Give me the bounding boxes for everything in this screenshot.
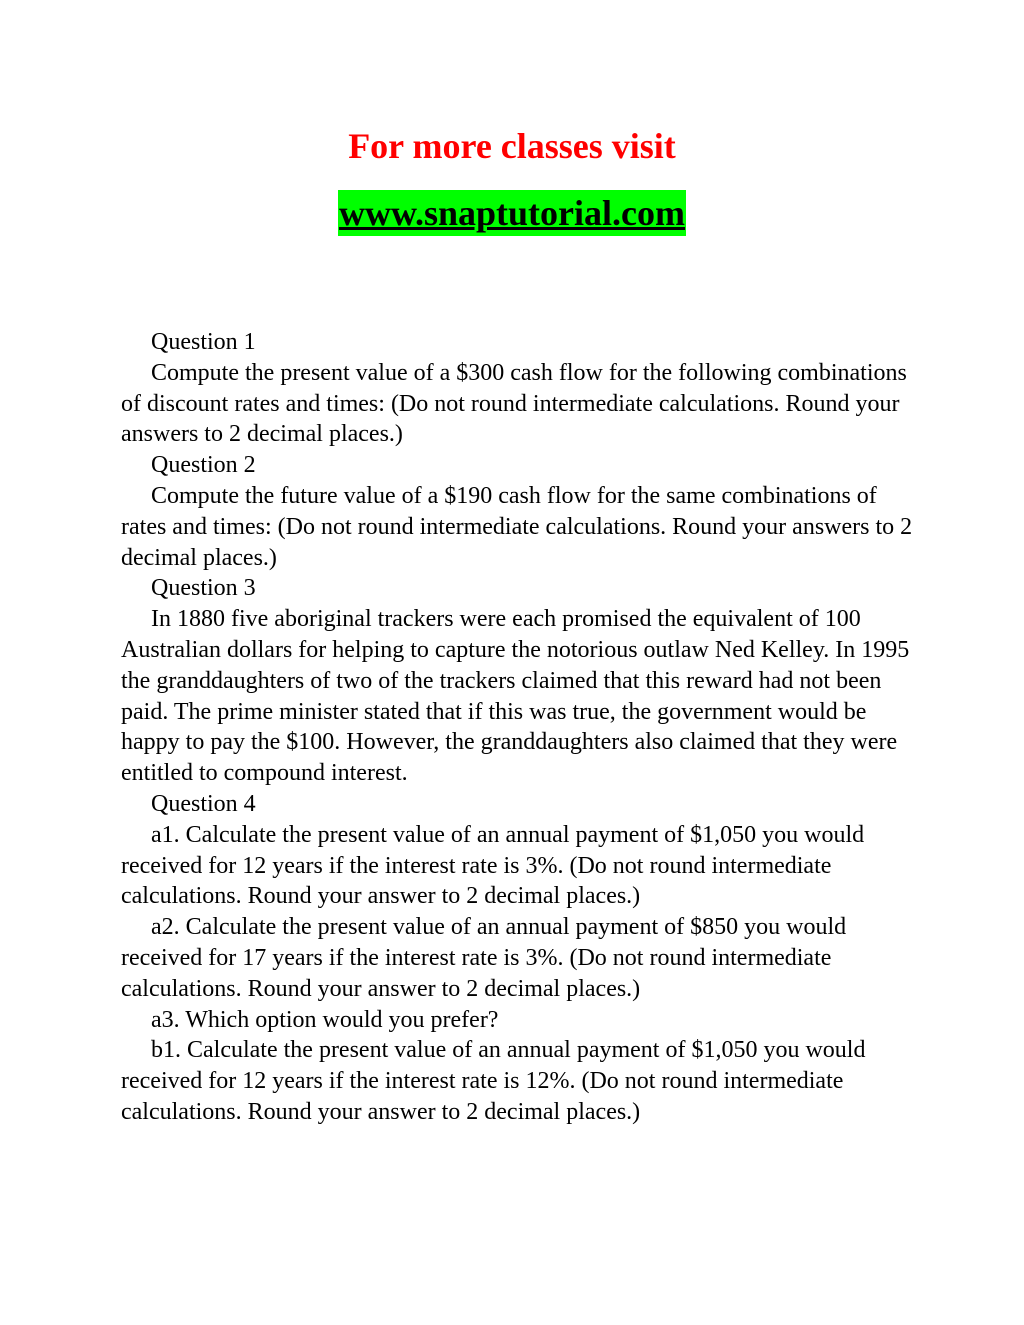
site-link[interactable]: www.snaptutorial.com [338,190,686,236]
question-text: b1. Calculate the present value of an annual payment of $1,050 you would received for 12 years if the interest rate is 12%. (Do not round intermediate calculations. Round your answer to 2 decimal places.) [121,1037,866,1125]
question-text: Compute the present value of a $300 cash flow for the following combinations of discount rates and times: (Do not round intermediate calculations. Round your answers to 2 decimal places.) [121,359,907,448]
question-text: a3. Which option would you prefer? [151,1006,499,1033]
question-text: Compute the future value of a $190 cash flow for the same combinations of rates and times: (Do not round intermediate calculations. Round your answers to 2 decimal places.) [121,482,913,571]
question-text: In 1880 five aboriginal trackers were each promised the equivalent of 100 Australian dollars for helping to capture the notorious outlaw Ned Kelley. In 1995 the granddaughters of two of the trackers claimed that this reward had not been paid. The prime minister stated that if this was true, the government would be happy to pay the $100. However, the granddaughters also claimed that they were entitled to compound interest. [121,606,910,787]
page-title: For more classes visit [348,126,676,166]
question-heading: Question 3 [151,575,256,602]
question-heading: Question 4 [151,790,256,817]
document-body [121,327,921,1128]
question-heading: Question 2 [151,452,256,479]
question-text: a1. Calculate the present value of an annual payment of $1,050 you would received for 12 years if the interest rate is 3%. (Do not round intermediate calculations. Round your answer to 2 decimal places.) [121,821,865,910]
header-link-container [0,190,1024,236]
question-heading: Question 1 [151,329,256,355]
question-text: a2. Calculate the present value of an annual payment of $850 you would received for 17 years if the interest rate is 3%. (Do not round intermediate calculations. Round your answer to 2 decimal places.) [121,914,847,1002]
